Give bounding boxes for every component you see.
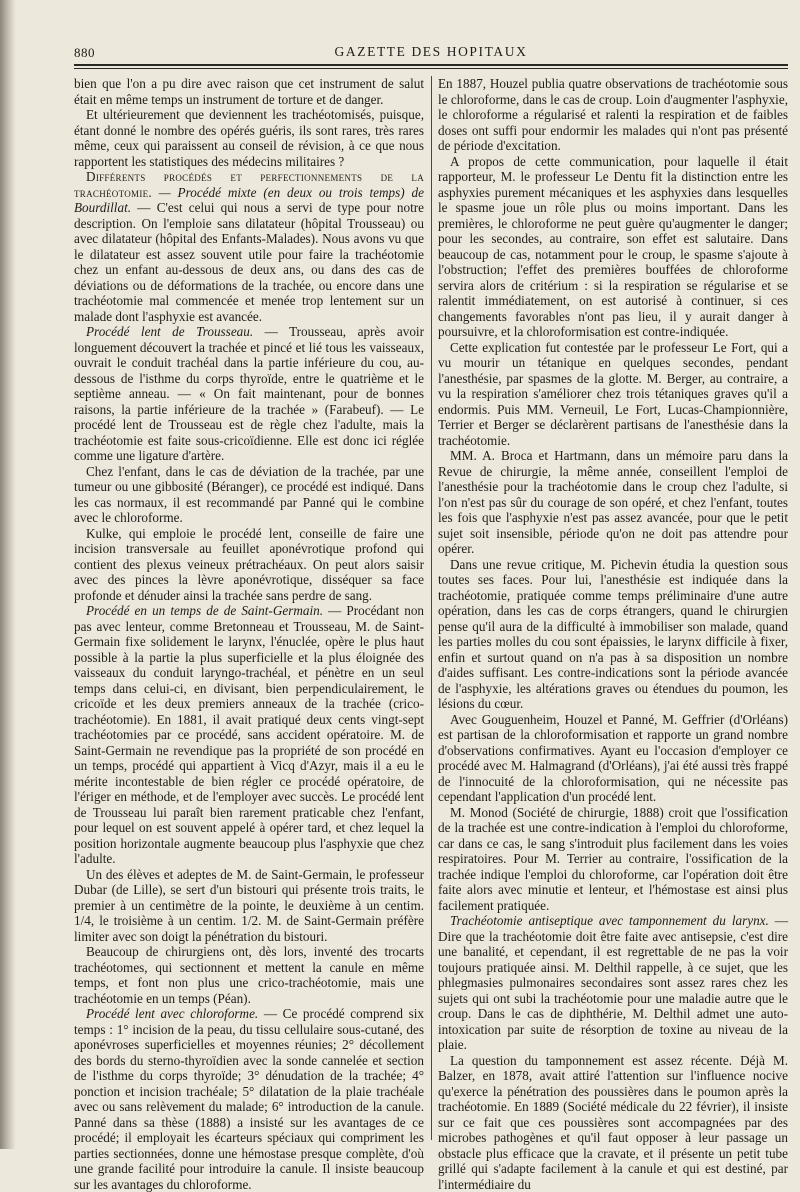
page-number: 880 (74, 45, 95, 61)
paragraph-text: La question du tamponnement est assez récente. Déjà M. Balzer, en 1878, avait attiré l'attention sur l'influence nocive qu'exerce la pénétration des poussières dans le poumon après la trachéotomie. En 1889 (Société médicale du 22 février), il insiste sur ce fait que ces poussières sont accompagnées par des microbes pathogènes et qu'il faut opposer à leur passage un obstacle plus efficace que la cravate, et il présente un petit tube grillé qui s'adapte facilement à la canule et qui est destiné, par l'intermédiaire du (438, 1053, 788, 1192)
paragraph-text: Chez l'enfant, dans le cas de déviation de la trachée, par une tumeur ou une gibbosité (Béranger), ce procédé est indiqué. Dans les cas normaux, il est recommandé par Panné qui le combine avec le chloroforme. (74, 464, 424, 526)
paragraph-text: — C'est celui qui nous a servi de type pour notre description. On l'emploie sans dilatateur (hôpital Trousseau) ou avec dilatateur (hôpital des Enfants-Malades). Nous avons vu que le dilatateur est assez souvent utile pour faire la trachéotomie chez un enfant au-dessous de deux ans, ou dans des cas de déviations ou de déformations de la trachée, ou encore dans une trachéotomie mal commencée et menée trop lentement sur un malade dont l'asphyxie est avancée. (74, 200, 424, 324)
paragraph (74, 603, 424, 867)
paragraph (438, 557, 788, 712)
paragraph (438, 712, 788, 805)
paragraph (74, 867, 424, 945)
paragraph (438, 76, 788, 154)
paragraph (74, 464, 424, 526)
paragraph (438, 913, 788, 1053)
right-column (438, 76, 788, 1140)
paragraph-lead: Procédé en un temps de de Saint-Germain. (86, 603, 323, 618)
section-heading: Différents procédés et perfectionnements de la trachéotomie. (74, 169, 424, 200)
paragraph (438, 154, 788, 340)
page-header (74, 40, 788, 62)
paragraph (74, 1006, 424, 1192)
paragraph-lead: Trachéotomie antiseptique avec tamponnement du larynx. (450, 913, 769, 928)
paragraph-lead: Procédé lent avec chloroforme. (86, 1006, 258, 1021)
paragraph-text: Dans une revue critique, M. Pichevin étudia la question sous toutes ses faces. Pour lui, l'anesthésie est indiquée dans la trachéotomie, pratiquée comme temps préliminaire d'une autre opération, dans les cas de corps étrangers, quand le chirurgien pense qu'il aura de la difficulté à immobiliser son malade, quand les parties molles du cou sont épaissies, le larynx difficile à fixer, enfin et surtout quand on n'a pas à sa disposition un nombre d'aides suffisant. Les contre-indications sont la période avancée de l'asphyxie, les altérations graves ou étendues du poumon, les lésions du cœur. (438, 557, 788, 712)
paragraph-text: Cette explication fut contestée par le professeur Le Fort, qui a vu mourir un tétanique en quelques secondes, pendant l'anesthésie, par spasmes de la glotte. M. Berger, au contraire, a vu la respiration s'améliorer chez trois tétaniques graves qu'il a endormis. Puis MM. Verneuil, Le Fort, Lucas-Championnière, Terrier et Berger se déclarèrent partisans de l'anesthésie dans la trachéotomie. (438, 340, 788, 448)
column-divider (431, 76, 432, 1140)
paragraph (438, 340, 788, 449)
paragraph-text: Beaucoup de chirurgiens ont, dès lors, inventé des trocarts trachéotomes, qui sectionnent et mettent la canule en même temps, et font non plus une crico-trachéotomie, mais une trachéotomie en un temps (Péan). (74, 944, 424, 1006)
paragraph-text: MM. A. Broca et Hartmann, dans un mémoire paru dans la Revue de chirurgie, la même année, conseillent l'emploi de l'anesthésie pour la trachéotomie dans le croup chez l'adulte, si l'on n'est pas sûr du courage de son opéré, et chez l'enfant, toutes les fois que l'asphyxie n'est pas assez avancée, pour que le petit sujet soit insensible, période qu'on ne doit pas attendre pour opérer. (438, 448, 788, 556)
text-columns (74, 76, 788, 1140)
paragraph-text: — Procédant non pas avec lenteur, comme Bretonneau et Trousseau, M. de Saint-Germain fixe solidement le larynx, l'énuclée, opère le plus haut possible à la partie la plus superficielle et la plus éloignée des vaisseaux du conduit laryngo-trachéal, et pénètre en un seul temps dans celui-ci, en divisant, bien perpendiculairement, le cricoïde et les deux premiers anneaux de la trachée (crico-trachéotomie). En 1881, il avait pratiqué deux cents vingt-sept trachéotomies par ce procédé, sans accident opératoire. M. de Saint-Germain ne revendique pas la propriété de son procédé en un temps, procédé qui appartient à Vicq d'Azyr, mais il a eu le mérite incontestable de bien régler ce procédé opératoire, de l'ériger en méthode, et de l'employer avec succès. Le procédé lent de Trousseau lui paraît bien rarement praticable chez l'enfant, pour lequel on est souvent appelé à opérer tard, et chez lequel la position horizontale augmente beaucoup plus l'asphyxie que chez l'adulte. (74, 603, 424, 866)
paragraph-lead: — Procédé mixte (en deux ou trois temps) de Bourdillat. (74, 185, 424, 216)
paragraph (438, 805, 788, 914)
paragraph-text: bien que l'on a pu dire avec raison que cet instrument de salut était en même temps un instrument de torture et de danger. (74, 76, 424, 107)
paragraph (74, 169, 424, 324)
paragraph-text: Et ultérieurement que deviennent les trachéotomisés, puisque, étant donné le nombre des opérés guéris, ils sont rares, très rares même, ceux qui paraissent au conseil de révision, à ce que nous rapportent les statistiques des médecins militaires ? (74, 107, 424, 169)
paragraph-text: Avec Gouguenheim, Houzel et Panné, M. Geffrier (d'Orléans) est partisan de la chloroformisation et rapporte un grand nombre d'observations confirmatives. Ayant eu l'occasion d'employer ce procédé avec M. Halmagrand (d'Orléans), j'ai été aussi très frappé de l'innocuité de la chloroformisation, qui ne nécessite pas cependant l'application d'un procédé lent. (438, 712, 788, 805)
paragraph-text: — Ce procédé comprend six temps : 1° incision de la peau, du tissu cellulaire sous-cutané, des aponévroses superficielles et moyennes réunies; 2° décollement des bords du sterno-thyroïdien avec la sonde cannelée et section de l'isthme du corps thyroïde; 3° dénudation de la trachée; 4° ponction et incision trachéale; 5° dilatation de la plaie trachéale avec ou sans relèvement du malade; 6° introduction de la canule. Panné dans sa thèse (1888) a insisté sur les avantages de ce procédé; il employait les écarteurs spéciaux qui compriment les parties sectionnées, donne une hémostase presque complète, d'où une grande facilité pour introduire la canule. Il insiste beaucoup sur les avantages du chloroforme. (74, 1006, 424, 1192)
paragraph (74, 76, 424, 107)
paragraph (74, 324, 424, 464)
paragraph (438, 1053, 788, 1192)
header-rule-thin (74, 68, 788, 69)
paragraph-text: A propos de cette communication, pour laquelle il était rapporteur, M. le professeur Le Dentu fit la distinction entre les asphyxies purement mécaniques et les asphyxies dans lesquelles le spasme joue un rôle plus ou moins important. Dans les premières, le chloroforme ne peut guère qu'augmenter le danger; pour les secondes, au contraire, son effet est salutaire. Dans beaucoup de cas, notamment pour le croup, le spasme s'ajoute à l'obstruction; l'effet des premières bouffées de chloroforme servira alors de critérium : si la respiration se régularise et se ralentit immédiatement, on est autorisé à continuer, si ces changements favorables n'ont pas lieu, il y aurait danger à poursuivre, et la chloroformisation est contre-indiquée. (438, 154, 788, 340)
paragraph-text: M. Monod (Société de chirurgie, 1888) croit que l'ossification de la trachée est une contre-indication à l'emploi du chloroforme, car dans ce cas, le sang s'introduit plus facilement dans les voies respiratoires. Pour M. Terrier au contraire, l'ossification de la trachée indique l'emploi du chloroforme, car l'opération doit être faite alors avec minutie et lenteur, et l'hémostase est ainsi plus facilement pratiquée. (438, 805, 788, 913)
paragraph (74, 526, 424, 604)
paragraph-text: Kulke, qui emploie le procédé lent, conseille de faire une incision transversale au feuillet aponévrotique profond qui contient des plexus veineux prétrachéaux. On peut alors saisir avec des pinces la lèvre aponévrotique, disséquer sa face profonde et dénuder ainsi la trachée sans perdre de sang. (74, 526, 424, 603)
paragraph (74, 107, 424, 169)
paragraph-text: — Dire que la trachéotomie doit être faite avec antisepsie, c'est dire une banalité, et cependant, il est regrettable de ne pas la voir toujours pratiquée ainsi. M. Delthil rappelle, à ce sujet, que les phlegmasies pulmonaires secondaires sont assez rares chez les sujets qui ont subi la trachéotomie pour une maladie autre que le croup. Dans le cas de diphthérie, M. Delthil admet une auto-intoxication par suite de résorption de toxine au niveau de la plaie. (438, 913, 788, 1052)
paragraph (74, 944, 424, 1006)
left-column (74, 76, 424, 1140)
newspaper-page (74, 40, 788, 1140)
header-rule-thick (74, 64, 788, 66)
paragraph-text: Un des élèves et adeptes de M. de Saint-Germain, le professeur Dubar (de Lille), se sert d'un bistouri qui présente trois traits, le premier à un centimètre de la pointe, le deuxième à un centim. 1/4, le troisième à un centim. 1/2. M. de Saint-Germain préfère limiter avec son doigt la pénétration du bistouri. (74, 867, 424, 944)
page-binding-shadow (0, 0, 16, 1149)
paragraph-text: En 1887, Houzel publia quatre observations de trachéotomie sous le chloroforme, dans le cas de croup. Loin d'augmenter l'asphyxie, le chloroforme a régularisé et ralenti la respiration et de faibles doses ont suffi pour endormir les malades qui n'ont pas présenté de période d'excitation. (438, 76, 788, 153)
paragraph (438, 448, 788, 557)
paragraph-lead: Procédé lent de Trousseau. (86, 324, 253, 339)
paragraph-text: — Trousseau, après avoir longuement découvert la trachée et pincé et lié tous les vaisseaux, ouvrait le conduit trachéal dans la partie inférieure du cou, au-dessous de l'isthme du corps thyroïde, entre le quatrième et le septième anneau. — « On fait maintenant, pour de bonnes raisons, la partie inférieure de la trachée » (Farabeuf). — Le procédé lent de Trousseau est de règle chez l'adulte, mais la trachéotomie est faite sous-cricoïdienne. Elle est donc ici réglée comme une ligature d'artère. (74, 324, 424, 463)
running-title: GAZETTE DES HOPITAUX (74, 44, 788, 60)
